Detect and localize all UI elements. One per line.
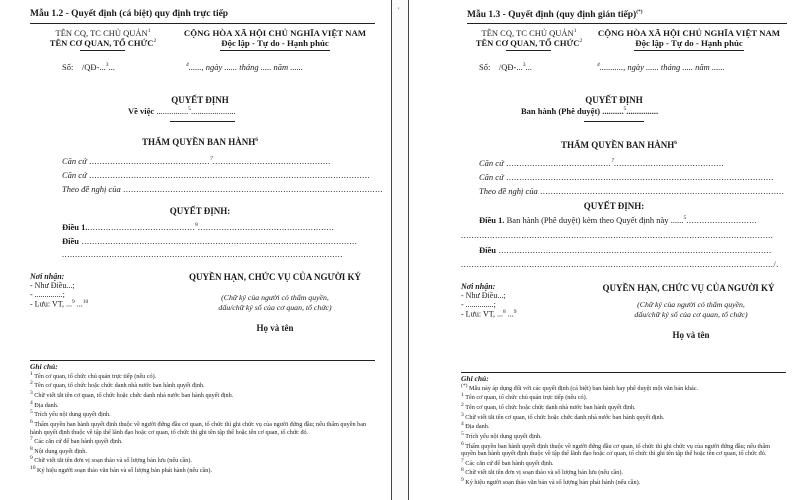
signer-title: QUYỀN HẠN, CHỨC VỤ CỦA NGƯỜI KÝ	[602, 283, 775, 293]
number-tail: ...	[108, 62, 115, 72]
form-title-sup: (*)	[636, 9, 643, 15]
subject-label: Ban hành (Phê duyệt) ..........	[521, 106, 624, 116]
article-1: Điều 1. Ban hành (Phê duyệt) kèm theo Quyết định này ......$^5$...........................	[479, 215, 758, 225]
recipient-3-sup-a: 8	[503, 309, 506, 315]
org-parent-sup: 1	[573, 28, 577, 35]
recipient-3-text: - Lưu: VT, ...	[30, 299, 73, 309]
note-9: $^9$ Chữ viết tắt tên đơn vị soạn thảo và số lượng bản lưu (nếu cần).	[30, 455, 192, 465]
notes-block	[30, 363, 375, 475]
date-line	[597, 62, 725, 72]
basis-1-label: Căn cứ	[479, 158, 504, 168]
subject-sup: 5	[623, 106, 627, 113]
note-5: $^5$ Trích yếu nội dung quyết định.	[461, 430, 542, 440]
note-10: $^{10}$ Ký hiệu người soạn thảo văn bản và số lượng bản phát hành (nếu cần).	[30, 465, 212, 475]
number-sup: 3	[522, 62, 526, 69]
authority-title	[110, 137, 290, 147]
number-sup: 3	[105, 62, 109, 69]
org-header	[454, 28, 604, 48]
note-2: $^2$ Tên cơ quan, tổ chức hoặc chức danh nhà nước ban hành quyết định.	[461, 401, 636, 411]
decides-title: QUYẾT ĐỊNH:	[169, 206, 231, 216]
recipient-3-sup-a: 9	[72, 299, 75, 305]
notes-rule	[30, 360, 375, 361]
recipient-3: - Lưu: VT, ...$^8$ ...$^9$	[461, 309, 517, 319]
nation-name: CỘNG HÒA XÃ HỘI CHỦ NGHĨA VIỆT NAM	[597, 28, 781, 38]
recipients-label: Nơi nhận:	[461, 282, 496, 291]
note-1: $^1$ Tên cơ quan, tổ chức chủ quản trực tiếp (nếu có).	[30, 370, 157, 380]
basis-line-2: Căn cứ ......................................................................................................	[479, 172, 775, 182]
notes-block	[461, 375, 786, 487]
basis-1-sup: 7	[611, 158, 615, 165]
date-sup: 4	[597, 62, 600, 69]
note-7: $^7$ Các căn cứ để ban hành quyết định.	[30, 436, 123, 446]
article-1-sup: 5	[683, 215, 687, 222]
recipient-3-sup-b: 10	[82, 299, 89, 305]
signer-note	[601, 300, 781, 320]
gutter-mark: '	[398, 6, 400, 15]
subject-underline	[584, 121, 644, 122]
page-gutter	[392, 0, 408, 500]
date-text: ......, ngày ...... tháng ..... năm ......	[188, 62, 304, 72]
document-page-left	[0, 0, 392, 500]
subject-line	[521, 106, 658, 116]
signer-note-line-1: (Chữ ký của người có thẩm quyền,	[637, 300, 745, 309]
org-name: TÊN CƠ QUAN, TỔ CHỨC	[49, 38, 154, 48]
article-1-sup: 8	[195, 222, 198, 229]
note-6: $^6$ Thẩm quyền ban hành quyết định thuộc về người đứng đầu cơ quan, tổ chức thì ghi chức vụ của người đứng đầu; nếu thẩm quyền ban hành quyết định thuộc về tập thể lãnh đạo hoặc cơ quan, tổ chức thì ghi tên tập thể hoặc tên cơ quan, tổ chức đó.	[30, 418, 367, 436]
date-line	[186, 62, 303, 72]
basis-1-sup: 7	[210, 156, 213, 163]
subject-sup: 5	[188, 106, 191, 113]
recipient-2: - ..............;	[461, 300, 496, 309]
note-8: $^8$ Chữ viết tắt tên đơn vị soạn thảo và số lượng bản lưu (nếu cần).	[461, 467, 623, 477]
nation-name: CỘNG HÒA XÃ HỘI CHỦ NGHĨA VIỆT NAM	[183, 28, 367, 38]
note-3: $^3$ Chữ viết tắt tên cơ quan, tổ chức hoặc chức danh nhà nước ban hành quyết định.	[461, 411, 665, 421]
document-number	[62, 62, 115, 72]
number-tail: ...	[525, 62, 532, 72]
recipient-1: - Như Điều...;	[30, 281, 75, 290]
recipient-3-text: - Lưu: VT, ...	[461, 309, 504, 319]
number-value: /QĐ-...	[81, 62, 106, 72]
authority-sup: 6	[255, 137, 258, 143]
number-value: /QĐ-...	[498, 62, 523, 72]
org-underline	[80, 50, 125, 51]
note-star: (*) Mẫu này áp dụng đối với các quyết định (cá biệt) ban hành hay phê duyệt một văn bản khác.	[461, 382, 699, 392]
recipient-1: - Như Điều...;	[461, 291, 506, 300]
doc-type-title: QUYẾT ĐỊNH	[585, 95, 643, 105]
recipients-label: Nơi nhận:	[30, 272, 65, 281]
article-n-label: Điều	[62, 236, 79, 246]
org-name-sup: 2	[153, 38, 157, 45]
org-name: TÊN CƠ QUAN, TỔ CHỨC	[475, 38, 580, 48]
signer-note	[185, 293, 365, 313]
subject-underline	[170, 121, 235, 122]
signer-name: Họ và tên	[672, 330, 710, 340]
nation-header	[175, 28, 375, 48]
notes-rule	[461, 372, 786, 373]
date-text: ..........., ngày ...... tháng ..... năm ......	[599, 62, 725, 72]
article-n: Điều ........................................................................................................	[479, 245, 772, 255]
doc-type-title: QUYẾT ĐỊNH	[171, 95, 229, 105]
org-parent: TÊN CQ, TC CHỦ QUẢN	[55, 28, 148, 38]
authority-text: THẨM QUYỀN BAN HÀNH	[560, 140, 675, 150]
authority-title	[529, 140, 709, 150]
org-underline	[506, 50, 551, 51]
recipient-3-sup-b: 9	[513, 309, 517, 315]
recipient-2: - ..............;	[30, 290, 65, 299]
article-n-continued: ......................................................................................................................./.	[461, 259, 779, 269]
authority-sup: 6	[674, 140, 677, 146]
authority-text: THẨM QUYỀN BAN HÀNH	[141, 137, 256, 147]
org-header	[28, 28, 178, 48]
signer-note-line-1: (Chữ ký của người có thẩm quyền,	[221, 293, 329, 302]
motto: Độc lập - Tự do - Hạnh phúc	[635, 38, 743, 48]
note-1: $^1$ Tên cơ quan, tổ chức chủ quản trực tiếp (nếu có).	[461, 392, 588, 402]
nation-header	[589, 28, 789, 48]
form-title-text: Mẫu 1.3 - Quyết định (quy định gián tiếp)	[467, 10, 637, 21]
motto-underline	[634, 50, 744, 51]
basis-2-label: Căn cứ	[479, 172, 504, 182]
article-n: Điều .........................................................................................................	[62, 236, 358, 246]
article-1: Điều 1..........................................$^8$....................................................	[62, 222, 335, 232]
subject-tail: .....................	[190, 106, 236, 116]
org-parent: TÊN CQ, TC CHỦ QUẢN	[481, 28, 574, 38]
basis-3-label: Theo đề nghị của	[62, 184, 121, 194]
article-1-label: Điều 1.	[62, 222, 88, 232]
article-1-continued: .......................................................................................................................	[461, 230, 774, 240]
notes-label: Ghi chú:	[461, 374, 489, 383]
signer-note-line-2: dấu/chữ ký số của cơ quan, tổ chức)	[634, 310, 748, 319]
basis-3-label: Theo đề nghị của	[479, 186, 538, 196]
note-7: $^7$ Các căn cứ để ban hành quyết định.	[461, 457, 554, 467]
date-sup: 4	[186, 62, 189, 69]
subject-label: Về việc	[128, 106, 155, 116]
signer-note-line-2: dấu/chữ ký số của cơ quan, tổ chức)	[218, 303, 332, 312]
signer-name: Họ và tên	[256, 323, 294, 333]
title-rule	[30, 23, 375, 24]
number-label: Số:	[479, 62, 491, 72]
note-4: $^4$ Địa danh.	[30, 399, 59, 409]
note-6: $^6$ Thẩm quyền ban hành quyết định thuộc về người đứng đầu cơ quan, tổ chức thì ghi chức vụ của người đứng đầu; nếu thẩm quyền ban hành quyết định thuộc về tập thể lãnh đạo hoặc cơ quan, tổ chức thì ghi tên tập thể hoặc tên cơ quan, tổ chức đó.	[461, 440, 770, 458]
document-page-right	[408, 0, 800, 500]
org-parent-sup: 1	[147, 28, 151, 35]
title-rule	[467, 23, 787, 24]
note-4: $^4$ Địa danh.	[461, 421, 490, 431]
note-8: $^8$ Nội dung quyết định.	[30, 445, 87, 455]
org-name-sup: 2	[579, 38, 583, 45]
article-n-label: Điều	[479, 245, 496, 255]
basis-line-1: Căn cứ ..............................................$^7$.............................................	[62, 156, 331, 166]
number-label: Số:	[62, 62, 74, 72]
subject-tail: ...............	[626, 106, 659, 116]
note-5: $^5$ Trích yếu nội dung quyết định.	[30, 409, 111, 419]
basis-line-3: Theo đề nghị của ...................................................................................................	[62, 184, 384, 194]
basis-1-label: Căn cứ	[62, 156, 87, 166]
form-title	[467, 9, 643, 20]
note-2: $^2$ Tên cơ quan, tổ chức hoặc chức danh nhà nước ban hành quyết định.	[30, 380, 205, 390]
subject-dots: ...............	[156, 106, 189, 116]
basis-line-3: Theo đề nghị của .............................................................................................	[479, 186, 785, 196]
note-3: $^3$ Chữ viết tắt tên cơ quan, tổ chức hoặc chức danh nhà nước ban hành quyết định.	[30, 389, 234, 399]
article-n-continued: ...........................................................................................................	[62, 249, 343, 259]
motto-underline	[220, 50, 330, 51]
recipients-block	[30, 272, 88, 309]
motto: Độc lập - Tự do - Hạnh phúc	[221, 38, 329, 48]
basis-2-label: Căn cứ	[62, 170, 87, 180]
basis-line-2: Căn cứ ...........................................................................................................	[62, 170, 371, 180]
form-title: Mẫu 1.2 - Quyết định (cá biệt) quy định trực tiếp	[30, 9, 229, 19]
notes-label: Ghi chú:	[30, 362, 58, 371]
recipient-3: - Lưu: VT, ...$^9$ ...$^{10}$	[30, 299, 89, 309]
recipients-block	[461, 282, 517, 319]
subject-line	[128, 106, 236, 116]
signer-title: QUYỀN HẠN, CHỨC VỤ CỦA NGƯỜI KÝ	[189, 272, 361, 282]
decides-title: QUYẾT ĐỊNH:	[583, 201, 645, 211]
document-number	[479, 62, 532, 72]
note-9: $^9$ Ký hiệu người soạn thảo văn bản và số lượng bản phát hành (nếu cần).	[461, 477, 641, 487]
basis-line-1: Căn cứ ........................................$^7$..........................................	[479, 158, 725, 168]
